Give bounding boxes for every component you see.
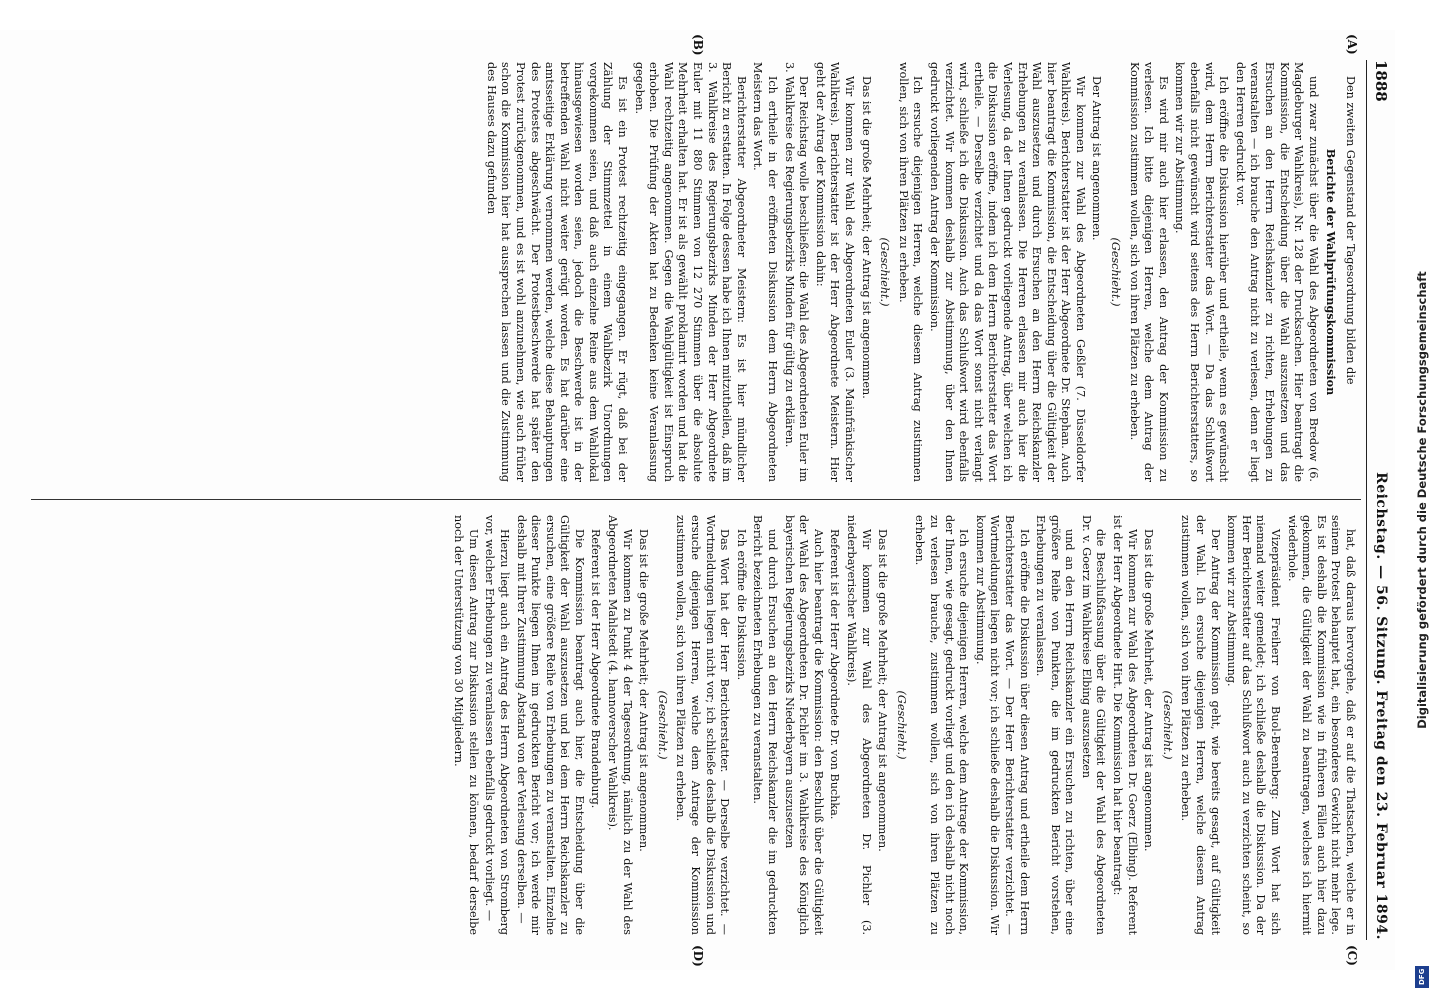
paragraph: Ich ertheile in der eröffneten Diskussion dem Herrn Abgeordneten Meistern das Wort. (751, 62, 780, 482)
left-column (37, 62, 1357, 482)
paragraph: und durch Ersuchen an den Herrn Reichskanzler die im gedruckten Bericht bezeichneten Erhebungen zu veranstalten. (751, 515, 780, 935)
paragraph: Das ist die große Mehrheit; der Antrag ist angenommen. (637, 529, 651, 852)
paragraph: Ich ersuche diejenigen Herren, welche dem Antrage der Kommission, der Ihnen, wie gesagt, gedruckt vorliegt und den ich deshalb nicht noch zu verlesen brauche, zustimmen wollen, sich von ihren Plätzen zu erheben. (913, 515, 971, 935)
section-heading: Berichte der Wahlprüfungskommission (1324, 148, 1339, 396)
paragraph: Es ist ein Protest rechtzeitig eingegangen. Er rügt, daß bei der Zählung der Stimmzettel in einem Wahlbezirk Unordnungen vorgekommen seien, und daß auch einzelne Reine aus dem Wahllokal hinausgewiesen worden seien, jedoch die Beschwerde ist in der betreffenden Wahl nicht weiter gerügt worden. Es hat darüber eine amtsseitige Erklärung vernommen werden, welche diese Behauptungen des Protestes abgeschwächt. Der Protestbeschwerde hat später den Protest zurückgenommen, und es ist wohl anzunehmen, wie auch früher schon die Kommission hier hat aussprechen lassen und die Zustimmung des Hauses dazu gefunden (484, 62, 630, 482)
right-column (37, 515, 1357, 935)
paragraph: Wir kommen zur Wahl des Abgeordneten Dr. Pichler (3. niederbayerischer Wahlkreis). (845, 515, 873, 935)
margin-marker-d: (D) (691, 945, 705, 967)
paragraph: Den zweiten Gegenstand der Tagesordnung bilden die (1344, 76, 1357, 385)
paragraph: die Beschlußfassung über die Gültigkeit der Wahl des Abgeordneten Dr. v. Goerz im Wahlkreise Elbing auszusetzen (1079, 515, 1108, 935)
paragraph: Das Wort hat der Herr Berichterstatter. — Derselbe verzichtet. — Wortmeldungen liegen nicht vor; ich schließe deshalb die Diskussion und ersuche diejenigen Herren, welche dem Antrage der Kommission zustimmen wollen, sich von ihren Plätzen zu erheben. (674, 515, 732, 935)
digitization-credit (1412, 8, 1432, 992)
paragraph: Berichterstatter Abgeordneter Meistern: Es ist hier mündlicher Bericht zu erstatten. In Folge dessen habe ich Ihnen mitzutheilen, daß im 3. Wahlkreise des Regierungsbezirks Minden der Herr Abgeordnete Euler mit 11 880 Stimmen von 12 270 Stimmen über die absolute Mehrheit erhalten hat. Er ist als gewählt proklamirt worden und hat die Wahl rechtzeitig angenommen. Gegen die Wahlgültigkeit ist Einspruch erhoben. Die Prüfung der Akten hat zu Bedenken keine Veranlassung gegeben. (632, 62, 748, 482)
paragraph: Das ist die große Mehrheit; der Antrag ist angenommen. (859, 76, 873, 399)
paragraph: Das ist die große Mehrheit; der Antrag ist angenommen. (876, 529, 890, 852)
stage-direction: (Geschieht.) (655, 690, 669, 760)
paragraph: und an den Herrn Reichskanzler ein Ersuchen zu richten, über eine größere Reihe von Punkten, die im gedruckten Bericht vorstehen, Erhebungen zu veranlassen. (1034, 515, 1077, 935)
credit-text: Digitalisierung gefördert durch die Deutsche Forschungsgemeinschaft (1415, 271, 1429, 729)
margin-marker-c: (C) (1345, 945, 1359, 966)
stage-direction: (Geschieht.) (878, 237, 892, 307)
stage-direction: (Geschieht.) (1160, 690, 1174, 760)
paragraph: Referent ist der Herr Abgeordnete Dr. von Buchka. (828, 529, 842, 820)
paragraph: Der Antrag ist angenommen. (1090, 76, 1104, 241)
paragraph: Wir kommen zur Wahl des Abgeordneten Euler (3. Mainfränkischer Wahlkreis). Berichterstatter ist der Herr Abgeordnete Meistern. Hier geht der Antrag der Kommission dahin: (813, 62, 856, 482)
paragraph: Um diesen Antrag zur Diskussion stellen zu können, bedarf derselbe noch der Unterstützung von 30 Mitgliedern. (452, 515, 480, 935)
paragraph: Wir kommen zu Punkt 4 der Tagesordnung, nämlich zu der Wahl des Abgeordneten Mahlstedt (4. hannoverscher Wahlkreis). (606, 515, 634, 935)
paragraph: Der Reichstag wolle beschließen: die Wahl des Abgeordneten Euler im 3. Wahlkreise des Regierungsbezirks Minden für gültig zu erklären. (782, 62, 811, 482)
running-title: Reichstag. — 56. Sitzung. Freitag den 23. Februar 1894. (1373, 472, 1389, 940)
stage-direction: (Geschieht.) (894, 690, 908, 760)
paragraph: Auch hier beantragt die Kommission: den Beschluß über die Gültigkeit der Wahl des Abgeordneten Dr. Pichler im 3. Wahlkreise des Königlich bayerischen Regierungsbezirks Niederbayern auszusetzen (782, 515, 825, 935)
paragraph: Ich eröffne die Diskussion hierüber und ertheile, wenn es gewünscht wird, dem Herrn Berichterstatter das Wort. — Da das Schlußwort ebenfalls nicht gewünscht wird seitens des Herrn Berichterstatters, so kommen wir zur Abstimmung. (1173, 62, 1231, 482)
paragraph: Es wird mir auch hier erlassen, den Antrag der Kommission zu verlesen. Ich bitte diejenigen Herren, welche dem Antrag der Kommission zustimmen wollen, sich von ihren Plätzen zu erheben. (1127, 62, 1170, 482)
dfg-logo: DFG (1415, 966, 1429, 988)
scanned-page (0, 30, 1395, 970)
paragraph: Wir kommen zur Wahl des Abgeordneten Geßler (7. Düsseldorfer Wahlkreis). Berichterstatter ist der Herr Abgeordnete Dr. Stephan. Auch hier beantragt die Kommission, die Entscheidung über die Gültigkeit der Wahl auszusetzen und durch Ersuchen an den Herrn Reichskanzler Erhebungen zu veranlassen. Die Herren erlassen mir auch hier die Verlesung, da der Ihnen gedruckt vorliegende Antrag, über welchen ich die Diskussion eröffne, indem ich dem Herrn Berichterstatter das Wort ertheile. — Derselbe verzichtet und da das Wort sonst nicht verlangt wird, schließe ich die Diskussion. Auch das Schlußwort wird ebenfalls verzichtet. Wir kommen deshalb zur Abstimmung, über den Ihnen gedruckt vorliegenden Antrag der Kommission. (927, 62, 1087, 482)
paragraph: hat, daß daraus hervorgehe, daß er auf die Thatsachen, welche er in seinem Protest behauptet hat, ein besonderes Gewicht nicht mehr lege. Es ist deshalb die Kommission wie in früheren Fällen auch hier dazu gekommen, die Gültigkeit der Wahl zu beantragen, welches ich hiermit wiederhole. (1285, 515, 1357, 935)
page-number: 1888 (1372, 60, 1390, 102)
margin-marker-a: (A) (1345, 34, 1359, 55)
paragraph: Referent ist der Herr Abgeordnete Brandenburg. (589, 529, 603, 809)
page-header (1366, 60, 1395, 940)
margin-marker-b: (B) (691, 34, 705, 56)
paragraph: Ich ersuche diejenigen Herren, welche diesem Antrag zustimmen wollen, sich von ihren Plätzen zu erheben. (896, 62, 925, 482)
stage-direction: (Geschieht.) (1109, 237, 1123, 307)
paragraph: Die Kommission beantragt auch hier, die Entscheidung über die Gültigkeit der Wahl auszusetzen und bei dem Herrn Reichskanzler zu ersuchen, eine größere Reihe von Erhebungen zu veranstalten. Einzelne dieser Punkte liegen Ihnen im gedruckten Bericht vor; ich werde mir deshalb mit Ihrer Zustimmung Abstand von der Verlesung derselben. — (514, 515, 586, 935)
paragraph: Wir kommen zur Wahl des Abgeordneten Dr. Goerz (Elbing). Referent ist der Herr Abgeordnete Hirt. Die Kommission hat hier beantragt: (1111, 515, 1139, 935)
paragraph: Ich eröffne die Diskussion. (734, 529, 748, 681)
paragraph: Das ist die große Mehrheit, der Antrag ist angenommen. (1142, 529, 1156, 852)
paragraph: und zwar zunächst über die Wahl des Abgeordneten von Bredow (6. Magdeburger Wahlkreis), Nr. 128 der Drucksachen. Hier beantragt die Kommission, die Entscheidung über die Wahl auszusetzen und das Ersuchen an den Herrn Reichskanzler zu richten, Erhebungen zu veranstalten — ich brauche den Antrag nicht zu verlesen, denn er liegt den Herren gedruckt vor. (1233, 62, 1320, 482)
paragraph: Hierzu liegt auch ein Antrag des Herrn Abgeordneten von Stromberg vor, welcher Erhebungen zu veranlassen ebenfalls gedruckt vorliegt. — (483, 515, 511, 935)
paragraph: Der Antrag der Kommission geht, wie bereits gesagt, auf Gültigkeit der Wahl. Ich ersuche diejenigen Herren, welche diesem Antrag zustimmen wollen, sich von ihren Plätzen zu erheben. (1179, 515, 1222, 935)
column-divider (31, 499, 1361, 500)
paragraph: Ich eröffne die Diskussion über diesen Antrag und ertheile dem Herrn Berichterstatter das Wort. — Der Herr Berichterstatter verzichtet. — Wortmeldungen liegen nicht vor; ich schließe deshalb die Diskussion. Wir kommen zur Abstimmung. (973, 515, 1031, 935)
paragraph: Vizepräsident Freiherr von Buol-Berenberg: Zum Wort hat sich niemand weiter gemeldet; ich schließe deshalb die Diskussion. Da der Herr Berichterstatter auf das Schlußwort auch zu verzichten scheint, so kommen wir zur Abstimmung. (1225, 515, 1283, 935)
